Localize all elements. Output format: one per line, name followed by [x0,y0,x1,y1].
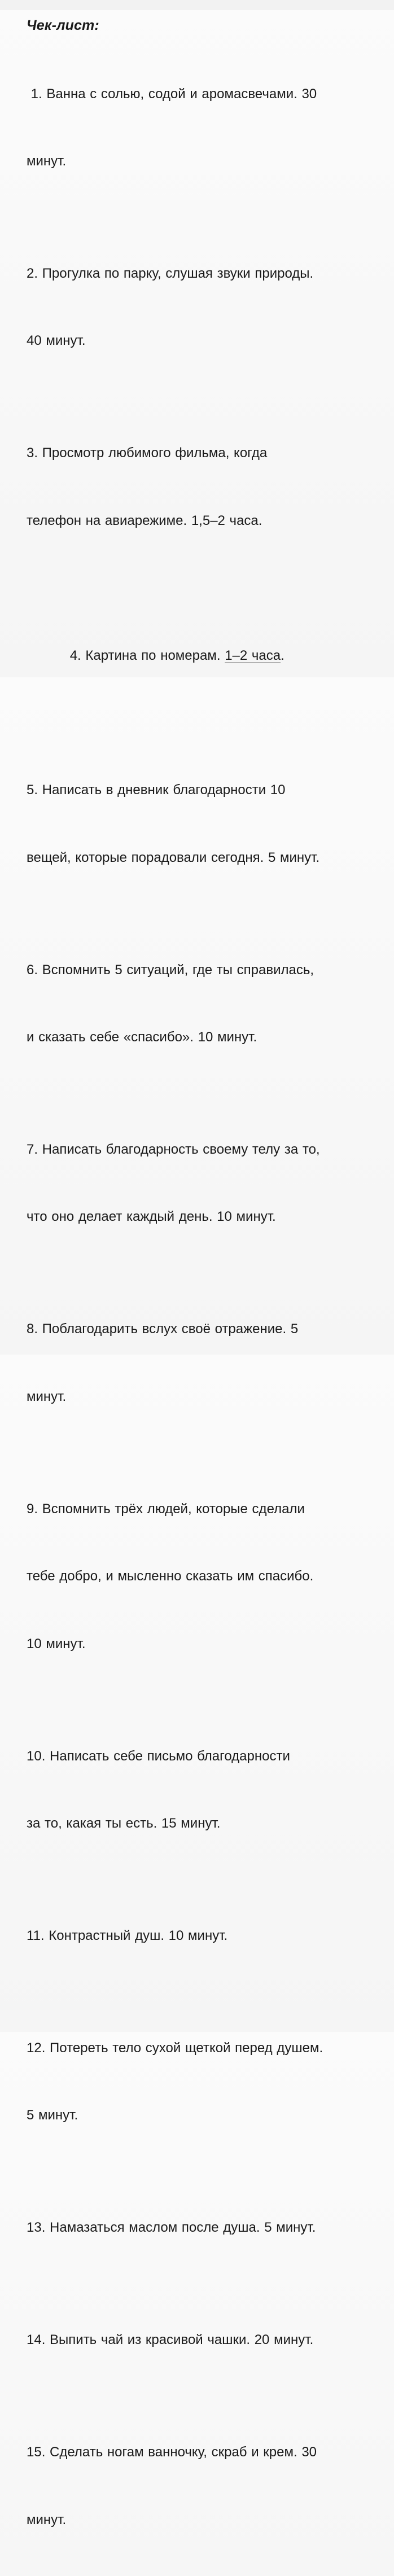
checklist-item-2-line-2: 40 минут. [27,333,86,349]
checklist-item-1 [27,38,386,217]
checklist-item-10 [27,1700,386,1880]
checklist-title: Чек-лист: [27,17,99,33]
checklist-item-9-line-2: тебе добро, и мысленно сказать им спасибо. [27,1569,314,1584]
checklist-item-15-line-1: 15. Сделать ногам ванночку, скраб и крем. 30 [27,2444,317,2460]
checklist-item-7 [27,1093,386,1273]
checklist-item-4-duration: 1–2 часа [225,647,281,663]
checklist-item-4-suffix: . [281,647,284,663]
checklist-item-3-line-2: телефон на авиарежиме. 1,5–2 часа. [27,512,262,528]
checklist-item-6 [27,914,386,1093]
checklist-item-11-line-1: 11. Контрастный душ. 10 минут. [27,1927,228,1943]
checklist-item-4-line-1 [27,622,386,689]
checklist-item-10-line-2: за то, какая ты есть. 15 минут. [27,1815,221,1831]
checklist-item-7-line-2: что оно делает каждый день. 10 минут. [27,1209,276,1225]
checklist-item-9-line-3: 10 минут. [27,1636,86,1651]
checklist-item-6-line-2: и сказать себе «спасибо». 10 минут. [27,1029,257,1045]
checklist-item-4-prefix: 4. Картина по номерам. [69,647,225,663]
checklist [27,38,386,2576]
checklist-item-12 [27,1992,386,2171]
checklist-item-7-line-1: 7. Написать благодарность своему телу за то, [27,1142,320,1158]
checklist-item-13 [27,2172,386,2284]
checklist-item-6-line-1: 6. Вспомнить 5 ситуаций, где ты справилась, [27,962,314,978]
top-strip [0,0,394,10]
checklist-item-1-line-1: 1. Ванна с солью, содой и аромасвечами. 30 [27,86,317,102]
checklist-item-12-line-2: 5 минут. [27,2108,78,2123]
checklist-item-9 [27,1453,386,1700]
checklist-item-2-line-1: 2. Прогулка по парку, слушая звуки природы. [27,265,314,281]
checklist-item-12-line-1: 12. Потереть тело сухой щеткой перед душем. [27,2040,323,2056]
checklist-item-13-line-1: 13. Намазаться маслом после душа. 5 минут. [27,2220,316,2236]
checklist-item-15-line-2: минут. [27,2512,67,2527]
checklist-item-4 [27,577,386,734]
checklist-item-14-line-1: 14. Выпить чай из красивой чашки. 20 минут. [27,2332,314,2348]
checklist-item-3 [27,397,386,577]
checklist-item-11 [27,1880,386,1992]
checklist-item-14 [27,2284,386,2397]
checklist-item-9-line-1: 9. Вспомнить трёх людей, которые сделали [27,1501,305,1517]
checklist-item-8-line-2: минут. [27,1388,67,1404]
checklist-item-5 [27,734,386,914]
checklist-item-15 [27,2397,386,2576]
checklist-item-1-line-2: минут. [27,153,67,169]
checklist-item-8-line-1: 8. Поблагодарить вслух своё отражение. 5 [27,1321,299,1337]
checklist-item-10-line-1: 10. Написать себе письмо благодарности [27,1748,290,1764]
checklist-item-5-line-2: вещей, которые порадовали сегодня. 5 минут. [27,849,320,865]
checklist-item-8 [27,1273,386,1453]
checklist-item-5-line-1: 5. Написать в дневник благодарности 10 [27,782,286,798]
checklist-content [27,16,386,2576]
checklist-item-2 [27,217,386,397]
checklist-item-3-line-1: 3. Просмотр любимого фильма, когда [27,445,268,461]
